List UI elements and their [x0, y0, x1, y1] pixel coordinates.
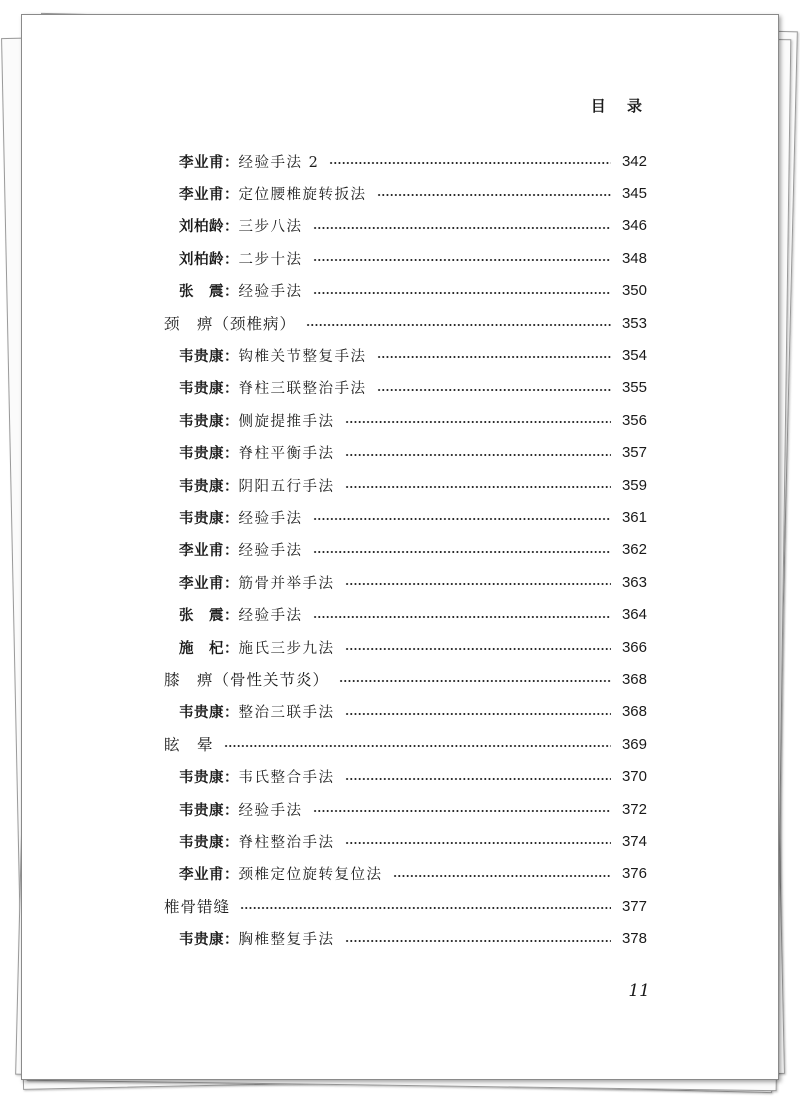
toc-page-number: 378 [621, 930, 647, 948]
toc-dot-leader [313, 292, 612, 294]
toc-page-number: 374 [621, 832, 647, 850]
toc-page-number: 345 [621, 184, 647, 202]
toc-dot-leader [313, 616, 612, 618]
toc-page-number: 363 [621, 573, 647, 591]
toc-entry-title: 颈椎定位旋转复位法 [238, 867, 383, 884]
toc-section-title: 颈 痹（颈椎病） [164, 315, 297, 333]
toc-page-number: 369 [621, 735, 647, 753]
toc-page-number: 362 [621, 541, 647, 559]
toc-section-title: 膝 痹（骨性关节炎） [164, 671, 330, 690]
toc-page-number: 342 [621, 152, 647, 170]
toc-dot-leader [345, 421, 612, 423]
toc-entry-author: 刘柏龄 [179, 218, 224, 236]
toc-entry-row[interactable] [179, 505, 647, 529]
toc-dot-leader [345, 778, 612, 780]
toc-page-number: 377 [621, 897, 647, 915]
toc-entry-title: 施氏三步九法 [238, 640, 335, 657]
toc-entry-author: 韦贵康 [179, 509, 224, 527]
toc-entry-title: 三步八法 [238, 219, 303, 236]
toc-entry-row[interactable] [179, 214, 647, 238]
toc-dot-leader [377, 356, 612, 358]
toc-entry-author: 韦贵康 [179, 347, 224, 365]
toc-entry-author: 张 震 [179, 283, 224, 301]
toc-entry-author: 李业甫 [179, 574, 224, 592]
toc-page-number: 368 [621, 670, 647, 688]
toc-entry-separator: ： [224, 509, 239, 527]
toc-entry-row[interactable] [179, 181, 647, 205]
toc-entry-separator: ： [224, 380, 239, 398]
toc-entry-separator: ： [224, 347, 239, 365]
toc-dot-leader [313, 518, 612, 520]
toc-entry-row[interactable] [179, 862, 647, 886]
toc-entry-author: 韦贵康 [179, 801, 224, 819]
toc-dot-leader [240, 907, 611, 909]
toc-page-number: 361 [621, 508, 647, 526]
toc-dot-leader [345, 454, 612, 456]
toc-entry-author: 韦贵康 [179, 477, 224, 495]
toc-section-title: 椎骨错缝 [164, 898, 231, 917]
toc-section-row[interactable] [164, 311, 647, 335]
toc-page-number: 366 [621, 638, 647, 656]
toc-entry-row[interactable] [179, 538, 647, 562]
toc-entry-author: 韦贵康 [179, 445, 224, 463]
toc-page-number: 370 [621, 768, 647, 786]
toc-entry-author: 韦贵康 [179, 380, 224, 398]
toc-page-number: 368 [621, 703, 647, 721]
toc-entry-row[interactable] [179, 343, 647, 367]
toc-entry-title: 侧旋提推手法 [238, 413, 335, 430]
toc-page-number: 355 [621, 379, 647, 397]
toc-entry-row[interactable] [179, 797, 647, 821]
toc-entry-separator: ： [224, 283, 239, 301]
toc-entry-separator: ： [224, 218, 239, 236]
toc-entry-separator: ： [224, 153, 239, 171]
toc-entry-author: 刘柏龄 [179, 250, 224, 268]
toc-entry-title: 脊柱整治手法 [238, 834, 335, 851]
toc-entry-separator: ： [224, 542, 239, 560]
toc-entry-author: 张 震 [179, 607, 224, 625]
toc-entry-author: 李业甫 [179, 185, 224, 203]
toc-dot-leader [329, 162, 611, 164]
toc-section-row[interactable] [164, 732, 647, 756]
toc-entry-author: 韦贵康 [179, 704, 224, 722]
toc-entry-row[interactable] [179, 376, 647, 400]
toc-section-title: 眩 晕 [164, 736, 214, 755]
toc-entry-row[interactable] [179, 441, 647, 465]
toc-entry-row[interactable] [179, 603, 647, 627]
toc-page-number: 359 [621, 476, 647, 494]
toc-entry-title: 脊柱三联整治手法 [238, 381, 367, 398]
toc-entry-title: 阴阳五行手法 [238, 478, 335, 495]
toc-dot-leader [377, 194, 612, 196]
toc-entry-row[interactable] [179, 700, 647, 724]
toc-entry-author: 李业甫 [179, 542, 224, 560]
toc-entry-author: 李业甫 [179, 153, 224, 171]
toc-dot-leader [313, 551, 612, 553]
toc-entry-row[interactable] [179, 927, 647, 951]
toc-entry-title: 经验手法 [238, 510, 303, 527]
toc-entry-separator: ： [224, 574, 239, 592]
toc-page-number: 353 [621, 314, 647, 332]
toc-page-number: 364 [621, 606, 647, 624]
toc-page-number: 346 [621, 217, 647, 235]
toc-entry-title: 韦氏整合手法 [238, 770, 335, 787]
toc-section-row[interactable] [164, 667, 647, 691]
toc-entry-row[interactable] [179, 408, 647, 432]
toc-page [21, 14, 779, 1080]
toc-page-number: 376 [621, 865, 647, 883]
toc-section-row[interactable] [164, 894, 647, 918]
toc-entry-author: 韦贵康 [179, 412, 224, 430]
toc-entry-row[interactable] [179, 279, 647, 303]
toc-page-number: 348 [621, 249, 647, 267]
toc-entry-row[interactable] [179, 473, 647, 497]
toc-entry-row[interactable] [179, 246, 647, 270]
toc-entry-separator: ： [224, 769, 239, 787]
toc-entry-separator: ： [224, 866, 239, 884]
toc-dot-leader [345, 486, 612, 488]
toc-dot-leader [306, 324, 611, 326]
toc-dot-leader [345, 648, 612, 650]
toc-entry-author: 韦贵康 [179, 833, 224, 851]
toc-entry-title: 经验手法 [238, 543, 303, 560]
toc-entry-separator: ： [224, 445, 239, 463]
toc-entry-author: 李业甫 [179, 866, 224, 884]
toc-entry-title: 筋骨并举手法 [238, 575, 335, 592]
toc-dot-leader [345, 713, 612, 715]
toc-dot-leader [313, 810, 612, 812]
toc-entry-row[interactable] [179, 829, 647, 853]
toc-entry-author: 韦贵康 [179, 931, 224, 949]
toc-dot-leader [313, 227, 612, 229]
toc-dot-leader [393, 875, 612, 877]
toc-entry-title: 钩椎关节整复手法 [238, 348, 367, 365]
toc-entry-separator: ： [224, 931, 239, 949]
toc-dot-leader [313, 259, 612, 261]
toc-entry-separator: ： [224, 833, 239, 851]
toc-entry-separator: ： [224, 607, 239, 625]
toc-entry-row[interactable] [179, 149, 647, 173]
toc-entry-title: 经验手法 [238, 608, 303, 625]
toc-entry-separator: ： [224, 412, 239, 430]
toc-page-number: 350 [621, 282, 647, 300]
toc-entry-row[interactable] [179, 570, 647, 594]
toc-entry-title: 定位腰椎旋转扳法 [238, 186, 367, 203]
toc-dot-leader [345, 583, 612, 585]
toc-page-number: 356 [621, 411, 647, 429]
toc-entry-title: 经验手法 [238, 802, 303, 819]
toc-dot-leader [224, 745, 611, 747]
toc-entry-title: 整治三联手法 [238, 705, 335, 722]
toc-page-number: 354 [621, 346, 647, 364]
toc-entry-author: 施 杞 [179, 639, 224, 657]
toc-dot-leader [339, 680, 611, 682]
toc-entry-title: 经验手法 2 [238, 154, 320, 171]
running-head: 目 录 [590, 97, 650, 115]
toc-entry-title: 脊柱平衡手法 [238, 446, 335, 463]
toc-page-number: 357 [621, 444, 647, 462]
toc-page-number: 372 [621, 800, 647, 818]
toc-entry-separator: ： [224, 185, 239, 203]
toc-entry-row[interactable] [179, 635, 647, 659]
toc-entry-row[interactable] [179, 765, 647, 789]
toc-entry-separator: ： [224, 704, 239, 722]
toc-dot-leader [345, 842, 612, 844]
page-number: 11 [628, 981, 650, 1001]
toc-entry-separator: ： [224, 250, 239, 268]
toc-entry-separator: ： [224, 801, 239, 819]
toc-entry-title: 经验手法 [238, 284, 303, 301]
toc-dot-leader [345, 940, 612, 942]
toc-entry-separator: ： [224, 477, 239, 495]
toc-entry-author: 韦贵康 [179, 769, 224, 787]
toc-entry-separator: ： [224, 639, 239, 657]
toc-dot-leader [377, 389, 612, 391]
toc-entry-title: 胸椎整复手法 [238, 932, 335, 949]
toc-entry-title: 二步十法 [238, 251, 303, 268]
